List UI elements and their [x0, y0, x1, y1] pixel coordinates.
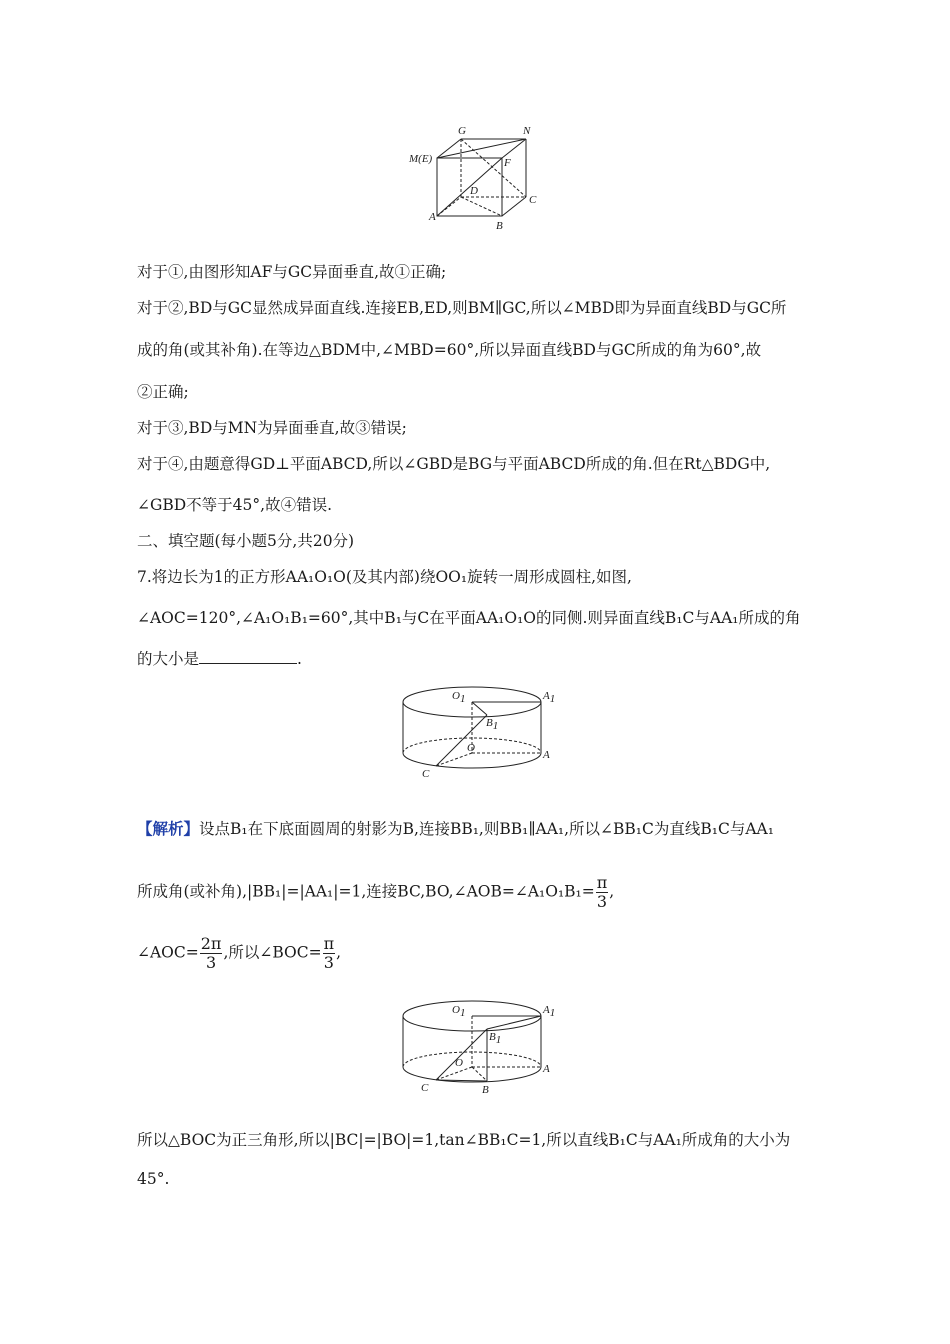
label-d: D — [470, 185, 478, 197]
question-7 — [137, 647, 302, 669]
solution-comma: , — [609, 882, 615, 901]
cube-figure — [405, 122, 555, 234]
fraction-pi-over-3: $\frac{\pi}{3}$ — [596, 873, 608, 911]
label-a: A — [543, 1063, 550, 1075]
label-f: F — [504, 157, 511, 169]
question-7-period: . — [297, 650, 302, 668]
label-o1: O1 — [452, 1004, 466, 1019]
label-a1: A1 — [543, 1004, 556, 1019]
text-line: ∠GBD不等于45°,故④错误. — [137, 496, 333, 514]
fraction-2pi-over-3: $\frac{2\pi}{3}$ — [200, 934, 222, 972]
solution-line — [137, 817, 774, 839]
solution-text: 所成角(或补角),|BB₁|=|AA₁|=1,连接BC,BO,∠AOB=∠A₁O₁B₁= — [137, 882, 595, 901]
text-line: 对于①,由图形知AF与GC异面垂直,故①正确; — [137, 263, 447, 281]
label-c: C — [529, 194, 537, 206]
solution-text: ,所以∠BOC= — [223, 943, 322, 962]
label-a: A — [543, 749, 550, 761]
cylinder-figure — [392, 682, 567, 784]
answer-blank — [199, 649, 297, 664]
label-b1: B1 — [489, 1031, 502, 1046]
solution-line: 45°. — [137, 1170, 170, 1188]
text-line: 对于③,BD与MN为异面垂直,故③错误; — [137, 419, 407, 437]
label-b: B — [496, 220, 503, 232]
label-c: C — [421, 1082, 429, 1094]
fraction-pi-over-3: $\frac{\pi}{3}$ — [323, 934, 335, 972]
question-7-prompt: 的大小是 — [137, 650, 200, 668]
solution-text: 设点B₁在下底面圆周的射影为B,连接BB₁,则BB₁∥AA₁,所以∠BB₁C为直线B₁C与AA₁ — [199, 820, 774, 838]
cylinder-figure-with-b — [392, 996, 567, 1098]
label-a1: A1 — [543, 690, 556, 705]
text-line: 对于④,由题意得GD⊥平面ABCD,所以∠GBD是BG与平面ABCD所成的角.但在Rt△BDG中, — [137, 455, 771, 473]
label-m-e: M(E) — [409, 153, 433, 165]
label-n: N — [523, 125, 531, 137]
solution-text: ∠AOC= — [137, 943, 199, 962]
label-b: B — [482, 1084, 489, 1096]
text-line: ②正确; — [137, 383, 189, 401]
question-7: 7.将边长为1的正方形AA₁O₁O(及其内部)绕OO₁旋转一周形成圆柱,如图, — [137, 568, 632, 586]
solution-comma: , — [336, 943, 342, 962]
text-line: 成的角(或其补角).在等边△BDM中,∠MBD=60°,所以异面直线BD与GC所成的角为60°,故 — [137, 341, 762, 359]
label-o1: O1 — [452, 690, 466, 705]
solution-line: 所以△BOC为正三角形,所以|BC|=|BO|=1,tan∠BB₁C=1,所以直线B₁C与AA₁所成角的大小为 — [137, 1131, 791, 1149]
label-o: O — [467, 742, 475, 754]
label-a: A — [429, 211, 436, 223]
solution-line — [137, 874, 614, 911]
text-line: 对于②,BD与GC显然成异面直线.连接EB,ED,则BM∥GC,所以∠MBD即为异面直线BD与GC所 — [137, 299, 787, 317]
question-7: ∠AOC=120°,∠A₁O₁B₁=60°,其中B₁与C在平面AA₁O₁O的同侧.则异面直线B₁C与AA₁所成的角 — [137, 609, 801, 627]
label-g: G — [458, 125, 466, 137]
label-c: C — [422, 768, 430, 780]
label-b1: B1 — [486, 717, 499, 732]
section-heading: 二、填空题(每小题5分,共20分) — [137, 532, 355, 550]
solution-line — [137, 935, 341, 972]
label-o: O — [455, 1057, 463, 1069]
solution-tag: 【解析】 — [137, 819, 200, 838]
